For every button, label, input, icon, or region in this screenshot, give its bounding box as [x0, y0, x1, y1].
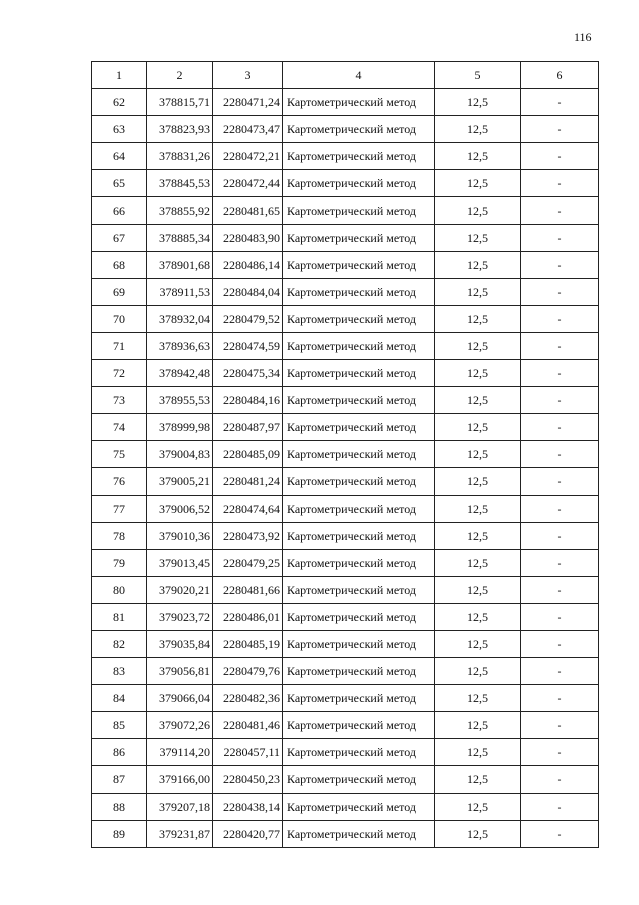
point-number-cell: 81 [92, 603, 147, 630]
x-coordinate-cell: 378936,63 [147, 332, 213, 359]
method-cell: Картометрический метод [283, 820, 435, 847]
column-header: 5 [435, 62, 521, 89]
note-cell: - [521, 549, 599, 576]
precision-cell: 12,5 [435, 522, 521, 549]
column-header: 1 [92, 62, 147, 89]
table-row [92, 332, 599, 359]
table-row [92, 278, 599, 305]
point-number-cell: 76 [92, 468, 147, 495]
x-coordinate-cell: 379207,18 [147, 793, 213, 820]
note-cell: - [521, 197, 599, 224]
point-number-cell: 86 [92, 739, 147, 766]
y-coordinate-cell: 2280479,25 [213, 549, 283, 576]
table-row [92, 414, 599, 441]
y-coordinate-cell: 2280482,36 [213, 685, 283, 712]
note-cell: - [521, 441, 599, 468]
precision-cell: 12,5 [435, 576, 521, 603]
column-header: 3 [213, 62, 283, 89]
table-row [92, 143, 599, 170]
precision-cell: 12,5 [435, 224, 521, 251]
y-coordinate-cell: 2280481,66 [213, 576, 283, 603]
method-cell: Картометрический метод [283, 197, 435, 224]
note-cell: - [521, 522, 599, 549]
method-cell: Картометрический метод [283, 360, 435, 387]
point-number-cell: 71 [92, 332, 147, 359]
table-row [92, 820, 599, 847]
y-coordinate-cell: 2280438,14 [213, 793, 283, 820]
point-number-cell: 72 [92, 360, 147, 387]
precision-cell: 12,5 [435, 414, 521, 441]
x-coordinate-cell: 378932,04 [147, 305, 213, 332]
x-coordinate-cell: 379056,81 [147, 658, 213, 685]
note-cell: - [521, 820, 599, 847]
precision-cell: 12,5 [435, 387, 521, 414]
method-cell: Картометрический метод [283, 468, 435, 495]
precision-cell: 12,5 [435, 332, 521, 359]
y-coordinate-cell: 2280474,59 [213, 332, 283, 359]
method-cell: Картометрический метод [283, 441, 435, 468]
method-cell: Картометрический метод [283, 766, 435, 793]
table-row [92, 116, 599, 143]
point-number-cell: 89 [92, 820, 147, 847]
precision-cell: 12,5 [435, 766, 521, 793]
method-cell: Картометрический метод [283, 495, 435, 522]
x-coordinate-cell: 379005,21 [147, 468, 213, 495]
method-cell: Картометрический метод [283, 305, 435, 332]
y-coordinate-cell: 2280484,04 [213, 278, 283, 305]
y-coordinate-cell: 2280481,46 [213, 712, 283, 739]
point-number-cell: 64 [92, 143, 147, 170]
precision-cell: 12,5 [435, 360, 521, 387]
precision-cell: 12,5 [435, 820, 521, 847]
method-cell: Картометрический метод [283, 793, 435, 820]
point-number-cell: 68 [92, 251, 147, 278]
y-coordinate-cell: 2280473,47 [213, 116, 283, 143]
note-cell: - [521, 793, 599, 820]
table-row [92, 360, 599, 387]
coordinates-table [91, 61, 599, 848]
table-row [92, 739, 599, 766]
note-cell: - [521, 332, 599, 359]
method-cell: Картометрический метод [283, 387, 435, 414]
y-coordinate-cell: 2280484,16 [213, 387, 283, 414]
note-cell: - [521, 766, 599, 793]
y-coordinate-cell: 2280486,01 [213, 603, 283, 630]
y-coordinate-cell: 2280450,23 [213, 766, 283, 793]
table-row [92, 305, 599, 332]
table-row [92, 603, 599, 630]
x-coordinate-cell: 379004,83 [147, 441, 213, 468]
note-cell: - [521, 576, 599, 603]
x-coordinate-cell: 379010,36 [147, 522, 213, 549]
table-row [92, 549, 599, 576]
y-coordinate-cell: 2280473,92 [213, 522, 283, 549]
column-header: 4 [283, 62, 435, 89]
precision-cell: 12,5 [435, 197, 521, 224]
precision-cell: 12,5 [435, 712, 521, 739]
x-coordinate-cell: 379020,21 [147, 576, 213, 603]
y-coordinate-cell: 2280475,34 [213, 360, 283, 387]
point-number-cell: 83 [92, 658, 147, 685]
note-cell: - [521, 603, 599, 630]
note-cell: - [521, 251, 599, 278]
precision-cell: 12,5 [435, 170, 521, 197]
precision-cell: 12,5 [435, 441, 521, 468]
y-coordinate-cell: 2280485,09 [213, 441, 283, 468]
method-cell: Картометрический метод [283, 89, 435, 116]
note-cell: - [521, 305, 599, 332]
x-coordinate-cell: 379006,52 [147, 495, 213, 522]
precision-cell: 12,5 [435, 305, 521, 332]
note-cell: - [521, 739, 599, 766]
table-row [92, 793, 599, 820]
method-cell: Картометрический метод [283, 143, 435, 170]
point-number-cell: 80 [92, 576, 147, 603]
note-cell: - [521, 89, 599, 116]
x-coordinate-cell: 379013,45 [147, 549, 213, 576]
table-row [92, 630, 599, 657]
column-header: 6 [521, 62, 599, 89]
point-number-cell: 74 [92, 414, 147, 441]
point-number-cell: 70 [92, 305, 147, 332]
precision-cell: 12,5 [435, 116, 521, 143]
method-cell: Картометрический метод [283, 224, 435, 251]
precision-cell: 12,5 [435, 89, 521, 116]
precision-cell: 12,5 [435, 495, 521, 522]
y-coordinate-cell: 2280486,14 [213, 251, 283, 278]
note-cell: - [521, 495, 599, 522]
table-row [92, 766, 599, 793]
precision-cell: 12,5 [435, 278, 521, 305]
y-coordinate-cell: 2280472,44 [213, 170, 283, 197]
method-cell: Картометрический метод [283, 576, 435, 603]
point-number-cell: 63 [92, 116, 147, 143]
point-number-cell: 85 [92, 712, 147, 739]
y-coordinate-cell: 2280474,64 [213, 495, 283, 522]
x-coordinate-cell: 378831,26 [147, 143, 213, 170]
note-cell: - [521, 685, 599, 712]
y-coordinate-cell: 2280420,77 [213, 820, 283, 847]
y-coordinate-cell: 2280487,97 [213, 414, 283, 441]
method-cell: Картометрический метод [283, 630, 435, 657]
y-coordinate-cell: 2280479,76 [213, 658, 283, 685]
column-header: 2 [147, 62, 213, 89]
table-row [92, 387, 599, 414]
note-cell: - [521, 658, 599, 685]
precision-cell: 12,5 [435, 603, 521, 630]
x-coordinate-cell: 379114,20 [147, 739, 213, 766]
x-coordinate-cell: 379166,00 [147, 766, 213, 793]
precision-cell: 12,5 [435, 685, 521, 712]
x-coordinate-cell: 378845,53 [147, 170, 213, 197]
point-number-cell: 73 [92, 387, 147, 414]
note-cell: - [521, 224, 599, 251]
x-coordinate-cell: 378855,92 [147, 197, 213, 224]
point-number-cell: 66 [92, 197, 147, 224]
table-row [92, 197, 599, 224]
x-coordinate-cell: 378955,53 [147, 387, 213, 414]
precision-cell: 12,5 [435, 251, 521, 278]
method-cell: Картометрический метод [283, 278, 435, 305]
x-coordinate-cell: 379035,84 [147, 630, 213, 657]
y-coordinate-cell: 2280481,24 [213, 468, 283, 495]
precision-cell: 12,5 [435, 143, 521, 170]
table-row [92, 495, 599, 522]
table-row [92, 576, 599, 603]
table-row [92, 658, 599, 685]
point-number-cell: 84 [92, 685, 147, 712]
point-number-cell: 82 [92, 630, 147, 657]
method-cell: Картометрический метод [283, 332, 435, 359]
point-number-cell: 67 [92, 224, 147, 251]
method-cell: Картометрический метод [283, 170, 435, 197]
table-row [92, 441, 599, 468]
x-coordinate-cell: 379023,72 [147, 603, 213, 630]
table-row [92, 685, 599, 712]
precision-cell: 12,5 [435, 658, 521, 685]
note-cell: - [521, 414, 599, 441]
note-cell: - [521, 387, 599, 414]
method-cell: Картометрический метод [283, 712, 435, 739]
x-coordinate-cell: 378885,34 [147, 224, 213, 251]
table-row [92, 89, 599, 116]
point-number-cell: 75 [92, 441, 147, 468]
y-coordinate-cell: 2280471,24 [213, 89, 283, 116]
y-coordinate-cell: 2280485,19 [213, 630, 283, 657]
x-coordinate-cell: 378823,93 [147, 116, 213, 143]
table-row [92, 712, 599, 739]
y-coordinate-cell: 2280472,21 [213, 143, 283, 170]
point-number-cell: 65 [92, 170, 147, 197]
x-coordinate-cell: 379231,87 [147, 820, 213, 847]
method-cell: Картометрический метод [283, 116, 435, 143]
precision-cell: 12,5 [435, 468, 521, 495]
note-cell: - [521, 630, 599, 657]
note-cell: - [521, 278, 599, 305]
method-cell: Картометрический метод [283, 739, 435, 766]
x-coordinate-cell: 379066,04 [147, 685, 213, 712]
method-cell: Картометрический метод [283, 414, 435, 441]
point-number-cell: 78 [92, 522, 147, 549]
note-cell: - [521, 170, 599, 197]
precision-cell: 12,5 [435, 739, 521, 766]
method-cell: Картометрический метод [283, 603, 435, 630]
method-cell: Картометрический метод [283, 251, 435, 278]
table-row [92, 522, 599, 549]
method-cell: Картометрический метод [283, 522, 435, 549]
table-row [92, 468, 599, 495]
table-row [92, 224, 599, 251]
x-coordinate-cell: 378942,48 [147, 360, 213, 387]
point-number-cell: 88 [92, 793, 147, 820]
method-cell: Картометрический метод [283, 685, 435, 712]
precision-cell: 12,5 [435, 549, 521, 576]
y-coordinate-cell: 2280481,65 [213, 197, 283, 224]
x-coordinate-cell: 378815,71 [147, 89, 213, 116]
note-cell: - [521, 143, 599, 170]
x-coordinate-cell: 378999,98 [147, 414, 213, 441]
y-coordinate-cell: 2280457,11 [213, 739, 283, 766]
point-number-cell: 87 [92, 766, 147, 793]
table-row [92, 170, 599, 197]
point-number-cell: 69 [92, 278, 147, 305]
x-coordinate-cell: 378911,53 [147, 278, 213, 305]
point-number-cell: 77 [92, 495, 147, 522]
precision-cell: 12,5 [435, 630, 521, 657]
x-coordinate-cell: 378901,68 [147, 251, 213, 278]
note-cell: - [521, 468, 599, 495]
note-cell: - [521, 712, 599, 739]
table-header-row [92, 62, 599, 89]
note-cell: - [521, 360, 599, 387]
table-row [92, 251, 599, 278]
y-coordinate-cell: 2280479,52 [213, 305, 283, 332]
method-cell: Картометрический метод [283, 658, 435, 685]
y-coordinate-cell: 2280483,90 [213, 224, 283, 251]
x-coordinate-cell: 379072,26 [147, 712, 213, 739]
method-cell: Картометрический метод [283, 549, 435, 576]
page-number: 116 [574, 30, 592, 44]
point-number-cell: 79 [92, 549, 147, 576]
note-cell: - [521, 116, 599, 143]
precision-cell: 12,5 [435, 793, 521, 820]
point-number-cell: 62 [92, 89, 147, 116]
table-body [92, 89, 599, 848]
